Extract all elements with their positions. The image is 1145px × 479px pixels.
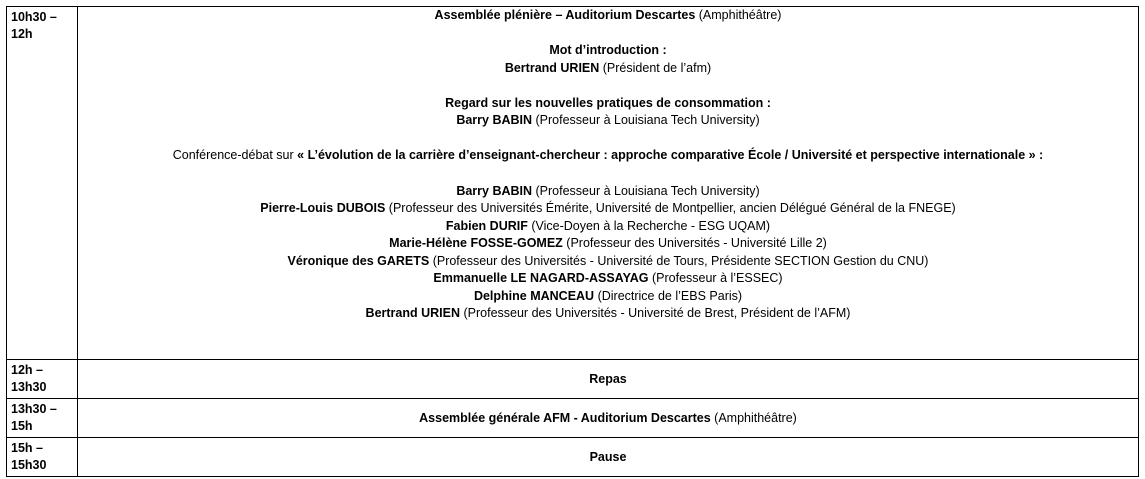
conference-heading: Conférence-débat sur « L’évolution de la carrière d’enseignant-chercheur : approche comparative École / Université et perspective internationale » : — [172, 148, 1044, 162]
speaker-line: Véronique des GARETS (Professeur des Universités - Université de Tours, Présidente SECTION Gestion du CNU) — [287, 253, 929, 268]
program-table — [6, 6, 1139, 477]
time-end: 13h30 — [11, 380, 47, 394]
speaker-line: Bertrand URIEN (Professeur des Universités - Université de Brest, Président de l’AFM) — [365, 306, 851, 320]
intro-heading: Mot d’introduction : — [549, 43, 667, 57]
program-row-plenary — [7, 7, 1139, 360]
time-start: 10h30 – — [11, 10, 57, 24]
speaker-line: Fabien DURIF (Vice-Doyen à la Recherche - ESG UQAM) — [445, 218, 771, 233]
plenary-title: Assemblée plénière – Auditorium Descartes (Amphithéâtre) — [434, 8, 782, 22]
program-row-general-assembly — [7, 399, 1139, 438]
time-start: 13h30 – — [11, 402, 57, 416]
time-start: 15h – — [11, 441, 43, 455]
speaker-line: Emmanuelle LE NAGARD-ASSAYAG (Professeur à l’ESSEC) — [433, 271, 783, 285]
time-end: 15h — [11, 419, 33, 433]
program-row-break — [7, 438, 1139, 477]
program-row-lunch — [7, 360, 1139, 399]
speaker-line: Marie-Hélène FOSSE-GOMEZ (Professeur des Universités - Université Lille 2) — [389, 236, 827, 250]
speaker-line: Barry BABIN (Professeur à Louisiana Tech University) — [456, 183, 760, 198]
intro-speaker: Bertrand URIEN (Président de l’afm) — [504, 60, 712, 75]
time-cell — [7, 399, 78, 438]
time-start: 12h – — [11, 363, 43, 377]
session-label: Assemblée générale AFM - Auditorium Descartes (Amphithéâtre) — [78, 399, 1139, 438]
plenary-content — [78, 7, 1139, 360]
session-label: Pause — [78, 438, 1139, 477]
regard-speaker: Barry BABIN (Professeur à Louisiana Tech University) — [456, 113, 760, 127]
speaker-line: Delphine MANCEAU (Directrice de l’EBS Paris) — [473, 288, 743, 303]
time-cell — [7, 7, 78, 360]
speaker-line: Pierre-Louis DUBOIS (Professeur des Universités Émérite, Université de Montpellier, ancien Délégué Général de la FNEGE) — [260, 201, 956, 215]
time-end: 15h30 — [11, 458, 47, 472]
session-label: Repas — [78, 360, 1139, 399]
time-cell — [7, 360, 78, 399]
time-end: 12h — [11, 27, 33, 41]
time-cell — [7, 438, 78, 477]
regard-heading: Regard sur les nouvelles pratiques de consommation : — [445, 95, 771, 110]
